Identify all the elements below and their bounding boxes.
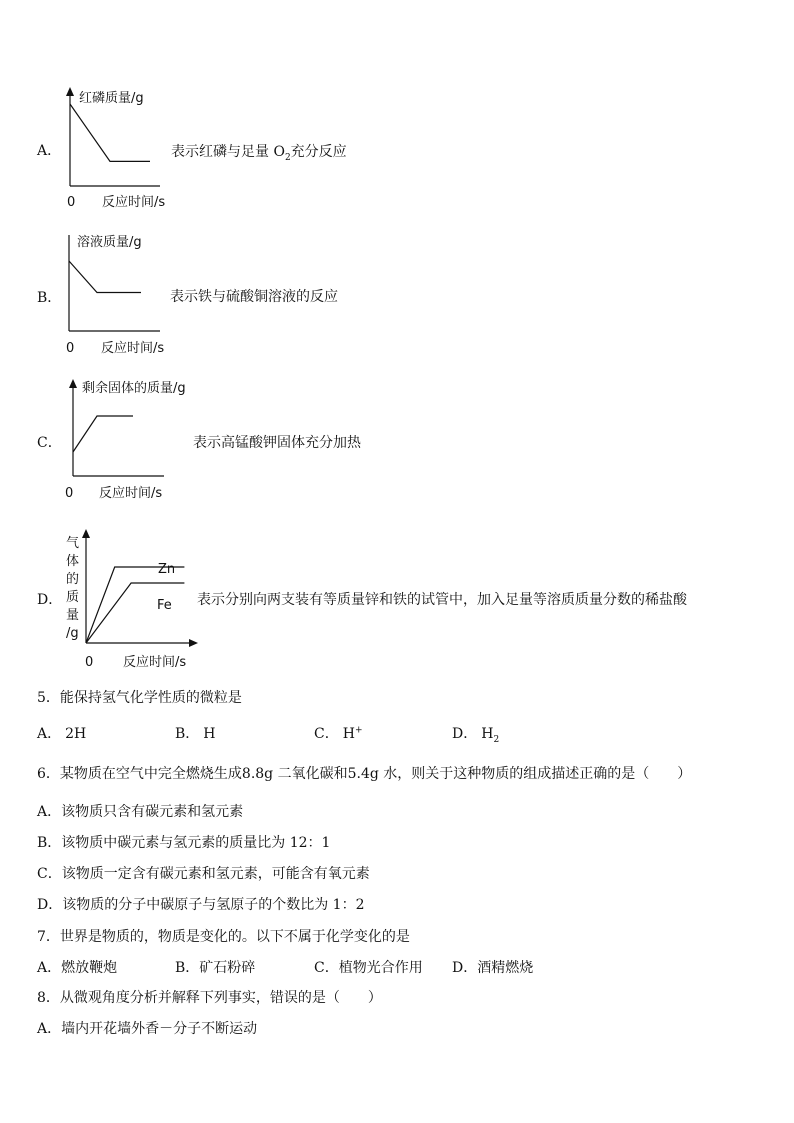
- option-b-desc: 表示铁与硫酸铜溶液的反应: [170, 289, 338, 305]
- option-a-letter: A．: [37, 143, 62, 159]
- q7-option-a: A．燃放鞭炮: [37, 960, 118, 976]
- option-a-desc: [171, 141, 347, 163]
- x-axis-label: 反应时间/s: [101, 341, 165, 356]
- graph-d: [60, 525, 200, 675]
- y-axis-label-char: 体: [66, 554, 80, 569]
- data-line: [70, 104, 150, 161]
- stem-value: 8.8g: [241, 766, 274, 782]
- y-axis-label-char: 质: [66, 590, 80, 605]
- y-axis-label: 剩余固体的质量/g: [82, 381, 186, 396]
- option-letter: D．: [452, 726, 478, 742]
- origin-label: 0: [66, 341, 75, 356]
- graph-a: [55, 85, 175, 210]
- q6-option-a: A．该物质只含有碳元素和氢元素: [37, 804, 244, 820]
- option-c-letter: C．: [37, 435, 62, 451]
- q6-option-c: C．该物质一定含有碳元素和氢元素，可能含有氧元素: [37, 866, 370, 882]
- option-letter: A．: [37, 726, 62, 742]
- option-formula: H: [342, 726, 355, 742]
- q5-stem: 5．能保持氢气化学性质的微粒是: [37, 690, 242, 706]
- origin-label: 0: [65, 486, 74, 501]
- data-line: [73, 416, 133, 452]
- option-d-desc: 表示分别向两支装有等质量锌和铁的试管中，加入足量等溶质质量分数的稀盐酸: [197, 592, 687, 608]
- desc-text-end: 充分反应: [290, 144, 347, 160]
- q6-option-d: D．该物质的分子中碳原子与氢原子的个数比为 1：2: [37, 897, 365, 913]
- q6-option-b: B．该物质中碳元素与氢元素的质量比为 12：1: [37, 835, 331, 851]
- data-line: [69, 261, 141, 293]
- q7-option-b: B．矿石粉碎: [175, 960, 256, 976]
- option-b-letter: B．: [37, 290, 62, 306]
- option-c-desc: 表示高锰酸钾固体充分加热: [193, 435, 361, 451]
- y-axis-arrow: [82, 529, 90, 538]
- graph-c: [55, 375, 205, 500]
- q7-option-d: D．酒精燃烧: [452, 960, 534, 976]
- stem-text: 6．某物质在空气中完全燃烧生成: [37, 766, 242, 782]
- y-axis-label-char: 气: [66, 536, 80, 551]
- x-axis-label: 反应时间/s: [102, 195, 166, 210]
- x-axis-label: 反应时间/s: [99, 486, 163, 501]
- stem-text: 二氧化碳和: [273, 766, 348, 782]
- option-letter: B．: [175, 726, 200, 742]
- stem-value: 5.4g: [347, 766, 379, 782]
- q5-option-b: [175, 723, 216, 743]
- x-axis-label: 反应时间/s: [123, 655, 187, 670]
- desc-subscript: 2: [284, 152, 291, 163]
- y-axis-label: 溶液质量/g: [77, 235, 142, 250]
- y-axis-arrow: [66, 87, 74, 96]
- data-line-fe: [86, 583, 184, 643]
- x-axis-arrow: [189, 639, 198, 647]
- q7-option-c: C．植物光合作用: [314, 960, 423, 976]
- series-label-fe: Fe: [157, 598, 172, 613]
- desc-text: 表示红磷与足量 O: [171, 144, 285, 160]
- option-letter: C．: [314, 726, 339, 742]
- stem-text: 水，则关于这种物质的组成描述正确的是（ ）: [378, 766, 692, 782]
- y-axis-arrow: [69, 379, 77, 388]
- option-formula: H: [203, 726, 216, 742]
- y-axis-label-char: 量: [66, 608, 80, 623]
- q5-option-a: [37, 723, 86, 743]
- y-axis-label-char: /g: [66, 626, 79, 641]
- superscript: +: [354, 725, 363, 736]
- origin-label: 0: [67, 195, 76, 210]
- q8-stem: 8．从微观角度分析并解释下列事实，错误的是（ ）: [37, 990, 382, 1006]
- q6-stem: [37, 763, 691, 783]
- origin-label: 0: [85, 655, 94, 670]
- q5-option-d: [452, 723, 499, 745]
- y-axis-label-char: 的: [66, 572, 80, 587]
- subscript: 2: [493, 734, 500, 745]
- graph-b: [55, 230, 175, 355]
- q5-option-c: [314, 723, 362, 743]
- option-d-letter: D．: [37, 592, 63, 608]
- q8-option-a: A．墙内开花墙外香－分子不断运动: [37, 1021, 258, 1037]
- y-axis-label: 红磷质量/g: [79, 91, 144, 106]
- option-formula: H: [481, 726, 494, 742]
- series-label-zn: Zn: [158, 562, 176, 577]
- option-formula: 2H: [65, 726, 87, 742]
- q7-stem: 7．世界是物质的，物质是变化的。以下不属于化学变化的是: [37, 929, 410, 945]
